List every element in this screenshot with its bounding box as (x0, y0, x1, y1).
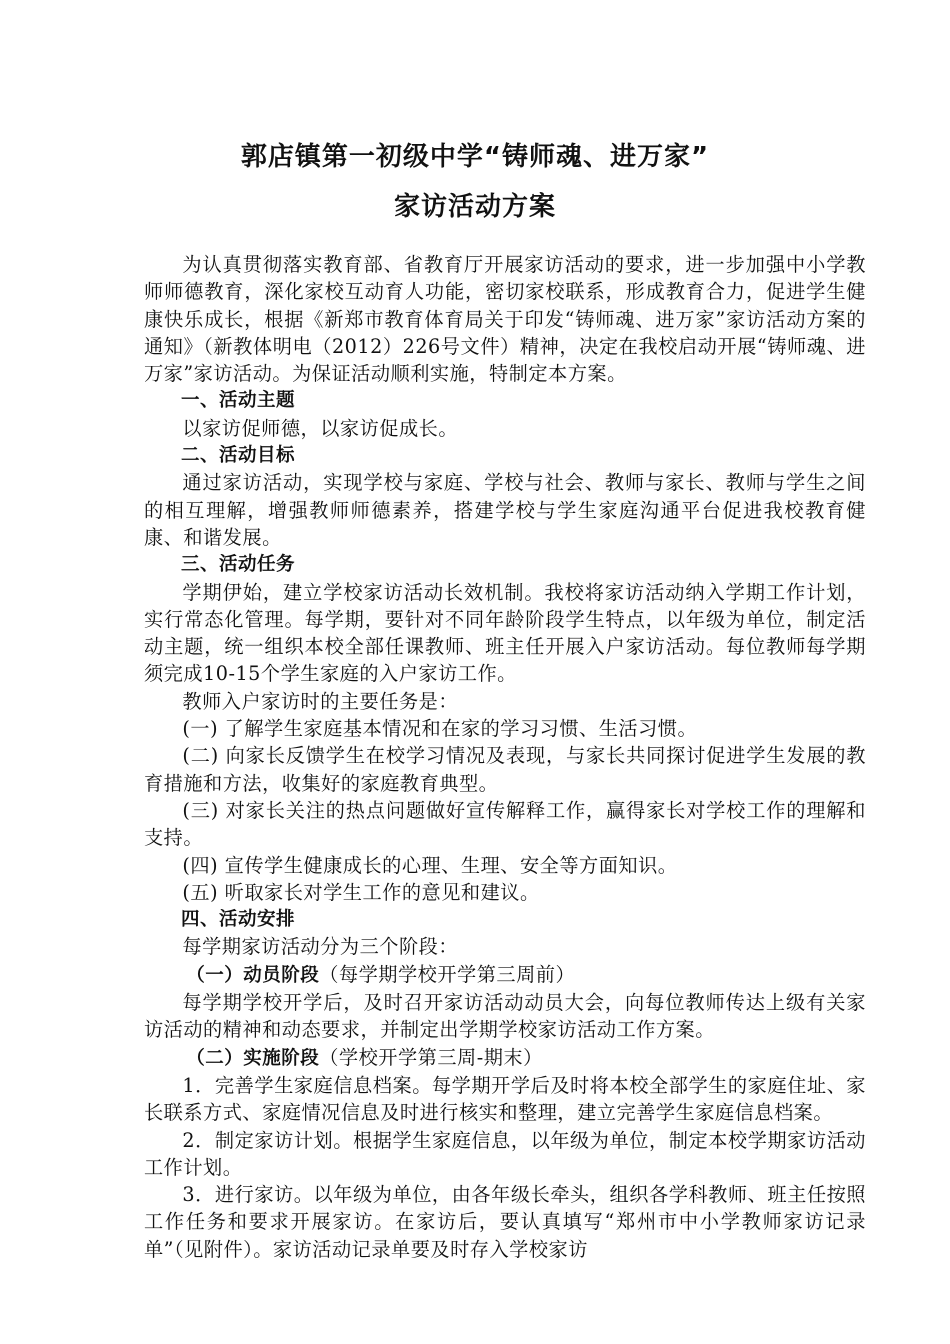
task-item: (五) 听取家长对学生工作的意见和建议。 (182, 880, 540, 904)
section-heading-theme: 一、活动主题 (181, 390, 296, 412)
intro-paragraph: 为认真贯彻落实教育部、省教育厅开展家访活动的要求，进一步加强中小学教师师德教育，深化家校互动育人功能，密切家校联系，形成教育合力，促进学生健康快乐成长，根据《新郑市教育体育局关于印发“铸师魂、进万家”家访活动方案的通知》（新教体明电（2012）226号文件）精神，决定在我校启动开展“铸师魂、进万家”家访活动。为保证活动顺利实施，特制定本方案。 (144, 253, 866, 386)
section-heading-schedule: 四、活动安排 (181, 909, 296, 931)
tasks-intro: 教师入户家访时的主要任务是： (182, 689, 459, 713)
document-title: 郭店镇第一初级中学“铸师魂、进万家” (240, 142, 710, 172)
implementation-item: 3．进行家访。以年级为单位，由各年级长牵头，组织各学科教师、班主任按照工作任务和要求开展家访。在家访后，要认真填写“郑州市中小学教师家访记录单”（见附件）。家访活动记录单要及时存入学校家访 (144, 1183, 866, 1261)
phase-heading-mobilization (144, 961, 866, 989)
phase-heading-implementation (144, 1044, 866, 1072)
goals-paragraph: 通过家访活动，实现学校与家庭、学校与社会、教师与家长、教师与学生之间的相互理解，增强教师师德素养，搭建学校与学生家庭沟通平台促进我校教育健康、和谐发展。 (144, 471, 866, 549)
tasks-paragraph: 学期伊始，建立学校家访活动长效机制。我校将家访活动纳入学期工作计划，实行常态化管理。每学期，要针对不同年龄阶段学生特点，以年级为单位，制定活动主题，统一组织本校全部任课教师、班主任开展入户家访活动。每位教师每学期须完成10-15个学生家庭的入户家访工作。 (144, 580, 866, 686)
implementation-item: 2．制定家访计划。根据学生家庭信息，以年级为单位，制定本校学期家访活动工作计划。 (144, 1128, 866, 1179)
task-item: (四) 宣传学生健康成长的心理、生理、安全等方面知识。 (182, 853, 678, 877)
section-heading-goals: 二、活动目标 (181, 445, 296, 467)
schedule-paragraph: 每学期家访活动分为三个阶段： (182, 935, 459, 959)
phase-label: （一）动员阶段 (186, 964, 320, 986)
document-subtitle: 家访活动方案 (393, 192, 556, 222)
phase-note: （学校开学第三周-期末） (319, 1045, 543, 1069)
task-item: (二) 向家长反馈学生在校学习情况及表现，与家长共同探讨促进学生发展的教育措施和方法，收集好的家庭教育典型。 (144, 744, 866, 795)
implementation-item: 1．完善学生家庭信息档案。每学期开学后及时将本校全部学生的家庭住址、家长联系方式、家庭情况信息及时进行核实和整理，建立完善学生家庭信息档案。 (144, 1073, 866, 1125)
mobilization-paragraph: 每学期学校开学后，及时召开家访活动动员大会，向每位教师传达上级有关家访活动的精神和动态要求，并制定出学期学校家访活动工作方案。 (144, 991, 866, 1042)
task-item: (一) 了解学生家庭基本情况和在家的学习习惯、生活习惯。 (182, 717, 698, 741)
phase-note: （每学期学校开学第三周前） (319, 962, 576, 986)
document-body (144, 251, 866, 1263)
phase-label: （二）实施阶段 (186, 1047, 320, 1069)
theme-paragraph: 以家访促师德，以家访促成长。 (182, 416, 459, 440)
section-heading-tasks: 三、活动任务 (181, 554, 296, 576)
task-item: (三) 对家长关注的热点问题做好宣传解释工作，赢得家长对学校工作的理解和支持。 (144, 798, 866, 850)
